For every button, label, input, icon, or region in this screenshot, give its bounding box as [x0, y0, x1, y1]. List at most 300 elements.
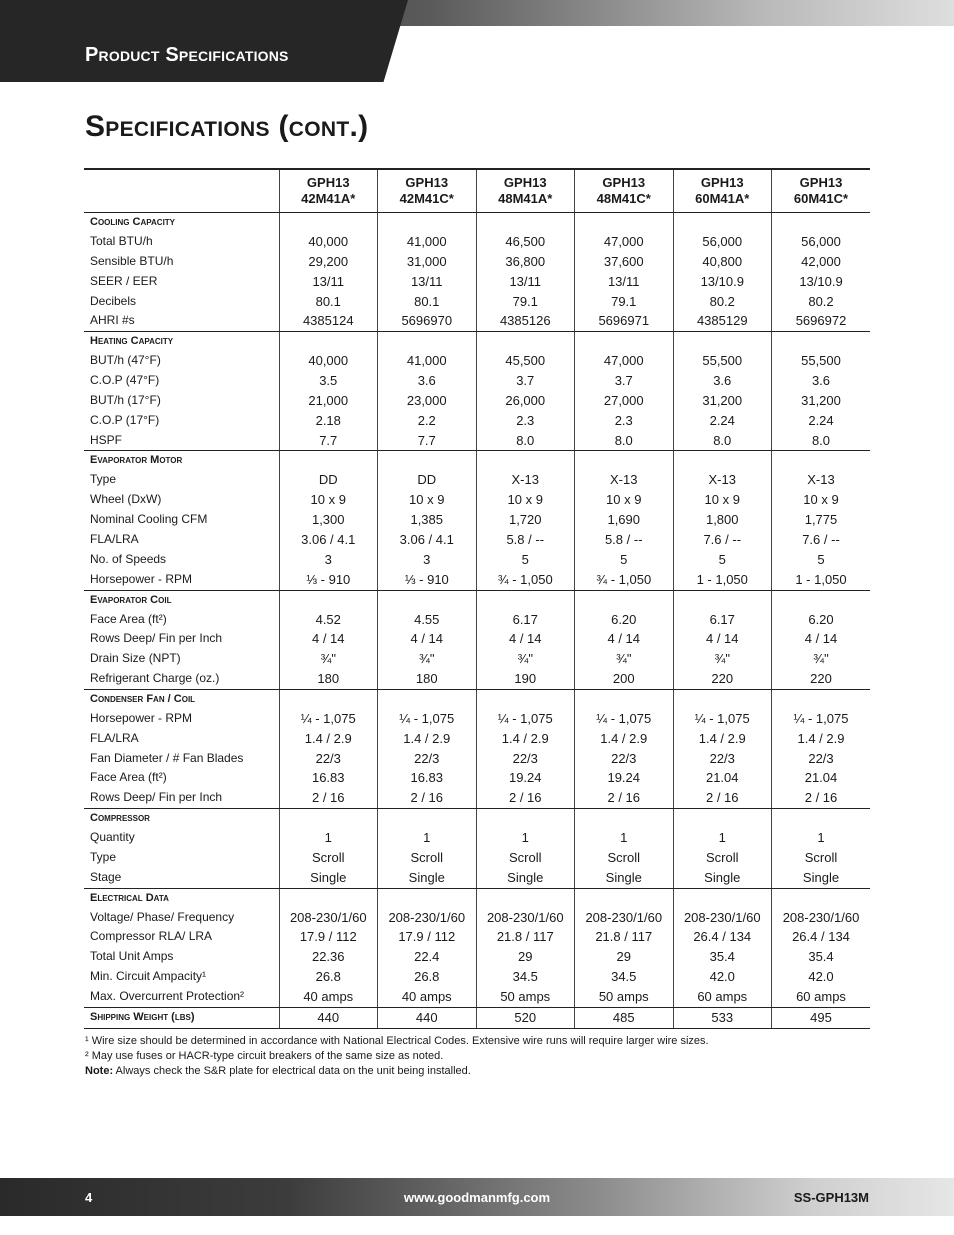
spec-value: ¾" [673, 649, 772, 669]
spec-value: X-13 [673, 470, 772, 490]
spec-value: 3.6 [673, 371, 772, 391]
spec-value: 13/10.9 [673, 272, 772, 292]
spec-value: 80.2 [673, 292, 772, 312]
model-series: GPH13 [700, 175, 744, 190]
spec-label: Quantity [90, 830, 135, 845]
footnotes [85, 1034, 709, 1079]
spec-row [84, 868, 870, 888]
spec-value: 26.8 [378, 967, 477, 987]
spec-value: ¾" [378, 649, 477, 669]
spec-value: 2.2 [378, 411, 477, 431]
section-header-row [84, 332, 870, 352]
spec-value: 1,775 [772, 510, 871, 530]
empty-cell [476, 809, 575, 829]
spec-value: 21.8 / 117 [476, 927, 575, 947]
spec-value: 4.55 [378, 610, 477, 630]
empty-cell [279, 332, 378, 352]
empty-cell [772, 590, 871, 610]
section-title: Evaporator Coil [90, 593, 172, 606]
spec-value: Single [575, 868, 674, 888]
spec-value: 3.6 [772, 371, 871, 391]
spec-value: 1.4 / 2.9 [575, 729, 674, 749]
spec-value: 80.1 [279, 292, 378, 312]
spec-value: 22/3 [476, 749, 575, 769]
spec-value: 16.83 [279, 768, 378, 788]
spec-value: 1 [476, 828, 575, 848]
model-header [279, 169, 378, 213]
shipping-weight-label: Shipping Weight (lbs) [84, 1007, 279, 1028]
spec-value: 2 / 16 [673, 788, 772, 808]
spec-row [84, 351, 870, 371]
shipping-weight-value: 533 [673, 1007, 772, 1028]
empty-cell [673, 213, 772, 233]
spec-value: 23,000 [378, 391, 477, 411]
empty-cell [476, 888, 575, 908]
spec-label: SEER / EER [90, 273, 158, 288]
spec-value: 13/11 [279, 272, 378, 292]
spec-value: ¾ - 1,050 [476, 570, 575, 590]
spec-value: 10 x 9 [575, 490, 674, 510]
spec-value: 5.8 / -- [575, 530, 674, 550]
spec-label: FLA/LRA [90, 730, 139, 745]
model-header [673, 169, 772, 213]
spec-value: 1 [772, 828, 871, 848]
spec-value: 5696971 [575, 311, 674, 331]
spec-value: 40,000 [279, 232, 378, 252]
spec-value: 42.0 [673, 967, 772, 987]
spec-value: Single [673, 868, 772, 888]
spec-value: 21.04 [673, 768, 772, 788]
spec-value: 22/3 [279, 749, 378, 769]
empty-cell [279, 888, 378, 908]
spec-label: No. of Speeds [90, 551, 167, 566]
section-header-row [84, 888, 870, 908]
shipping-weight-row [84, 1007, 870, 1028]
spec-label: BUT/h (47°F) [90, 353, 161, 368]
empty-cell [279, 451, 378, 471]
spec-value: 5 [476, 550, 575, 570]
spec-value: 41,000 [378, 232, 477, 252]
spec-row [84, 610, 870, 630]
spec-value: 47,000 [575, 351, 674, 371]
spec-value: 34.5 [476, 967, 575, 987]
spec-row [84, 292, 870, 312]
empty-cell [378, 213, 477, 233]
empty-cell [476, 213, 575, 233]
model-header [772, 169, 871, 213]
spec-row [84, 232, 870, 252]
spec-value: 7.6 / -- [673, 530, 772, 550]
model-series: GPH13 [799, 175, 843, 190]
spec-label: Min. Circuit Ampacity¹ [90, 969, 207, 984]
spec-value: 4 / 14 [279, 629, 378, 649]
spec-value: 29,200 [279, 252, 378, 272]
spec-value: 22.4 [378, 947, 477, 967]
spec-value: 7.7 [279, 431, 378, 451]
spec-value: 26.4 / 134 [772, 927, 871, 947]
footnote-note [85, 1064, 709, 1079]
shipping-weight-value: 495 [772, 1007, 871, 1028]
spec-value: 5 [772, 550, 871, 570]
spec-value: 22/3 [772, 749, 871, 769]
spec-value: 13/11 [476, 272, 575, 292]
empty-cell [673, 332, 772, 352]
spec-value: 55,500 [772, 351, 871, 371]
spec-value: 3.6 [378, 371, 477, 391]
spec-value: 79.1 [575, 292, 674, 312]
spec-value: ¼ - 1,075 [279, 709, 378, 729]
spec-value: 4 / 14 [772, 629, 871, 649]
section-header-row [84, 451, 870, 471]
spec-value: 41,000 [378, 351, 477, 371]
spec-value: 208-230/1/60 [476, 908, 575, 928]
spec-value: 13/10.9 [772, 272, 871, 292]
spec-label: Face Area (ft²) [90, 611, 167, 626]
spec-value: Single [476, 868, 575, 888]
section-title: Condenser Fan / Coil [90, 692, 196, 705]
header-dark-tab [0, 0, 408, 82]
spec-value: Scroll [378, 848, 477, 868]
spec-value: 36,800 [476, 252, 575, 272]
spec-value: 220 [673, 669, 772, 689]
spec-value: 2.3 [575, 411, 674, 431]
spec-value: 5696972 [772, 311, 871, 331]
spec-value: 1 [575, 828, 674, 848]
spec-row [84, 311, 870, 331]
spec-value: 79.1 [476, 292, 575, 312]
spec-value: 3.7 [575, 371, 674, 391]
spec-label: Stage [84, 868, 279, 888]
spec-row [84, 649, 870, 669]
spec-row [84, 252, 870, 272]
spec-row [84, 947, 870, 967]
spec-value: 180 [378, 669, 477, 689]
empty-cell [673, 809, 772, 829]
section-title: Compressor [90, 812, 150, 825]
spec-value: 1 - 1,050 [772, 570, 871, 590]
label-header-cell [84, 169, 279, 213]
spec-value: 16.83 [378, 768, 477, 788]
spec-value: 1 [378, 828, 477, 848]
empty-cell [279, 213, 378, 233]
spec-value: 17.9 / 112 [279, 927, 378, 947]
spec-value: 21,000 [279, 391, 378, 411]
empty-cell [476, 689, 575, 709]
spec-row [84, 788, 870, 808]
section-header-row [84, 213, 870, 233]
document-code: SS-GPH13M [793, 1190, 869, 1205]
spec-value: 5.8 / -- [476, 530, 575, 550]
spec-value: 10 x 9 [279, 490, 378, 510]
spec-value: 35.4 [673, 947, 772, 967]
spec-value: 2 / 16 [279, 788, 378, 808]
spec-value: 4385124 [279, 311, 378, 331]
model-number: 42M41A* [301, 191, 356, 206]
spec-value: 45,500 [476, 351, 575, 371]
spec-value: 42.0 [772, 967, 871, 987]
spec-value: 208-230/1/60 [279, 908, 378, 928]
spec-value: 1,300 [279, 510, 378, 530]
model-number: 60M41A* [695, 191, 750, 206]
model-number: 48M41C* [596, 191, 651, 206]
spec-label: Type [90, 472, 117, 487]
spec-value: ¼ - 1,075 [476, 709, 575, 729]
spec-value: 31,000 [378, 252, 477, 272]
spec-row [84, 391, 870, 411]
empty-cell [575, 451, 674, 471]
spec-value: 60 amps [673, 987, 772, 1007]
spec-value: 2 / 16 [476, 788, 575, 808]
spec-value: 40 amps [279, 987, 378, 1007]
spec-row [84, 987, 870, 1007]
footnote-2: ² May use fuses or HACR-type circuit breakers of the same size as noted. [85, 1050, 444, 1062]
spec-value: 1,385 [378, 510, 477, 530]
spec-row [84, 629, 870, 649]
spec-value: Scroll [673, 848, 772, 868]
spec-value: 4385129 [673, 311, 772, 331]
spec-label: Sensible BTU/h [90, 253, 174, 268]
spec-value: X-13 [772, 470, 871, 490]
spec-label: Nominal Cooling CFM [90, 512, 208, 527]
spec-value: 19.24 [476, 768, 575, 788]
spec-value: 1.4 / 2.9 [279, 729, 378, 749]
spec-value: 1 - 1,050 [673, 570, 772, 590]
model-number: 42M41C* [399, 191, 454, 206]
spec-value: 6.20 [575, 610, 674, 630]
page-title: Specifications (cont.) [85, 110, 369, 143]
spec-value: 8.0 [476, 431, 575, 451]
spec-value: 22/3 [673, 749, 772, 769]
spec-value: 7.7 [378, 431, 477, 451]
spec-value: 6.20 [772, 610, 871, 630]
spec-value: 29 [476, 947, 575, 967]
spec-label: Refrigerant Charge (oz.) [84, 669, 279, 689]
spec-value: 3.06 / 4.1 [279, 530, 378, 550]
spec-label: Drain Size (NPT) [90, 651, 181, 666]
spec-label: Horsepower - RPM [90, 710, 193, 725]
model-series: GPH13 [306, 175, 350, 190]
spec-value: 1,800 [673, 510, 772, 530]
spec-row [84, 550, 870, 570]
spec-value: 56,000 [772, 232, 871, 252]
spec-value: DD [378, 470, 477, 490]
spec-value: 7.6 / -- [772, 530, 871, 550]
spec-label: Fan Diameter / # Fan Blades [90, 750, 244, 765]
spec-label: Face Area (ft²) [90, 770, 167, 785]
spec-value: 10 x 9 [673, 490, 772, 510]
spec-value: 190 [476, 669, 575, 689]
spec-value: 31,200 [772, 391, 871, 411]
spec-value: 40,000 [279, 351, 378, 371]
spec-value: 3 [279, 550, 378, 570]
spec-value: 22/3 [575, 749, 674, 769]
spec-value: 21.8 / 117 [575, 927, 674, 947]
header-band [0, 0, 954, 82]
spec-row [84, 431, 870, 451]
empty-cell [673, 590, 772, 610]
spec-value: 2.3 [476, 411, 575, 431]
model-header [575, 169, 674, 213]
spec-value: 4 / 14 [575, 629, 674, 649]
spec-value: Scroll [476, 848, 575, 868]
spec-label: AHRI #s [84, 311, 279, 331]
spec-value: 3.7 [476, 371, 575, 391]
spec-value: X-13 [476, 470, 575, 490]
model-header [476, 169, 575, 213]
spec-value: 10 x 9 [378, 490, 477, 510]
spec-value: 1.4 / 2.9 [673, 729, 772, 749]
spec-value: 4385126 [476, 311, 575, 331]
empty-cell [575, 689, 674, 709]
model-series: GPH13 [405, 175, 449, 190]
note-text: Always check the S&R plate for electrical data on the unit being installed. [113, 1065, 471, 1077]
spec-value: 1,690 [575, 510, 674, 530]
spec-value: X-13 [575, 470, 674, 490]
spec-value: 22.36 [279, 947, 378, 967]
section-title: Evaporator Motor [90, 454, 183, 467]
spec-value: 47,000 [575, 232, 674, 252]
spec-label: Horsepower - RPM [84, 570, 279, 590]
spec-row [84, 967, 870, 987]
page-number: 4 [85, 1190, 93, 1205]
spec-value: 56,000 [673, 232, 772, 252]
spec-value: 180 [279, 669, 378, 689]
footer-website-link[interactable]: www.goodmanmfg.com [403, 1190, 551, 1205]
section-header-row [84, 689, 870, 709]
spec-value: 13/11 [378, 272, 477, 292]
spec-row [84, 411, 870, 431]
model-header-row [84, 169, 870, 213]
empty-cell [476, 332, 575, 352]
spec-value: 19.24 [575, 768, 674, 788]
section-title: Cooling Capacity [90, 216, 176, 228]
spec-value: ¼ - 1,075 [772, 709, 871, 729]
spec-value: 2.24 [673, 411, 772, 431]
empty-cell [279, 689, 378, 709]
spec-value: 5 [575, 550, 674, 570]
spec-value: 29 [575, 947, 674, 967]
empty-cell [378, 888, 477, 908]
empty-cell [772, 689, 871, 709]
spec-value: 8.0 [673, 431, 772, 451]
spec-row [84, 908, 870, 928]
spec-value: 46,500 [476, 232, 575, 252]
empty-cell [476, 451, 575, 471]
spec-value: ¼ - 1,075 [575, 709, 674, 729]
section-header-row [84, 809, 870, 829]
spec-value: ⅓ - 910 [279, 570, 378, 590]
spec-value: 3 [378, 550, 477, 570]
spec-value: Single [279, 868, 378, 888]
spec-row [84, 272, 870, 292]
spec-value: 80.2 [772, 292, 871, 312]
spec-value: ⅓ - 910 [378, 570, 477, 590]
spec-label: Decibels [90, 293, 137, 308]
spec-value: 6.17 [673, 610, 772, 630]
spec-row [84, 848, 870, 868]
spec-value: 2 / 16 [772, 788, 871, 808]
spec-value: 208-230/1/60 [673, 908, 772, 928]
empty-cell [575, 332, 674, 352]
spec-value: 1 [673, 828, 772, 848]
spec-value: 3.06 / 4.1 [378, 530, 477, 550]
spec-row [84, 570, 870, 590]
spec-value: Single [378, 868, 477, 888]
spec-value: 26.4 / 134 [673, 927, 772, 947]
spec-value: 10 x 9 [772, 490, 871, 510]
spec-value: ¾" [476, 649, 575, 669]
empty-cell [575, 888, 674, 908]
spec-row [84, 709, 870, 729]
section-header-title: Product Specifications [85, 44, 289, 66]
spec-value: 8.0 [575, 431, 674, 451]
section-header-row [84, 590, 870, 610]
spec-value: ¾" [279, 649, 378, 669]
spec-value: 1.4 / 2.9 [476, 729, 575, 749]
empty-cell [476, 590, 575, 610]
section-title: Heating Capacity [90, 335, 174, 348]
empty-cell [378, 451, 477, 471]
note-label: Note: [85, 1065, 114, 1077]
empty-cell [378, 590, 477, 610]
spec-row [84, 490, 870, 510]
spec-value: DD [279, 470, 378, 490]
empty-cell [279, 590, 378, 610]
spec-value: 2 / 16 [378, 788, 477, 808]
spec-row [84, 470, 870, 490]
empty-cell [772, 451, 871, 471]
spec-value: 1.4 / 2.9 [378, 729, 477, 749]
spec-value: 35.4 [772, 947, 871, 967]
spec-row [84, 510, 870, 530]
spec-value: 1 [279, 828, 378, 848]
shipping-weight-value: 485 [575, 1007, 674, 1028]
shipping-weight-value: 440 [378, 1007, 477, 1028]
empty-cell [673, 451, 772, 471]
shipping-weight-value: 520 [476, 1007, 575, 1028]
shipping-weight-value: 440 [279, 1007, 378, 1028]
spec-value: 208-230/1/60 [575, 908, 674, 928]
spec-value: 40 amps [378, 987, 477, 1007]
spec-value: 80.1 [378, 292, 477, 312]
empty-cell [772, 332, 871, 352]
spec-label: Voltage/ Phase/ Frequency [90, 909, 235, 924]
spec-value: 37,600 [575, 252, 674, 272]
model-number: 60M41C* [793, 191, 849, 206]
spec-row [84, 729, 870, 749]
empty-cell [673, 689, 772, 709]
spec-value: 26.8 [279, 967, 378, 987]
spec-value: 1.4 / 2.9 [772, 729, 871, 749]
spec-value: 1,720 [476, 510, 575, 530]
model-series: GPH13 [602, 175, 646, 190]
spec-value: 2.24 [772, 411, 871, 431]
empty-cell [772, 213, 871, 233]
spec-value: ¾" [772, 649, 871, 669]
empty-cell [772, 888, 871, 908]
spec-value: 8.0 [772, 431, 871, 451]
spec-label: Rows Deep/ Fin per Inch [84, 788, 279, 808]
spec-value: 21.04 [772, 768, 871, 788]
spec-label: C.O.P (47°F) [90, 373, 160, 388]
spec-value: 22/3 [378, 749, 477, 769]
spec-value: 31,200 [673, 391, 772, 411]
spec-value: Scroll [575, 848, 674, 868]
spec-value: 13/11 [575, 272, 674, 292]
spec-value: 55,500 [673, 351, 772, 371]
spec-value: 208-230/1/60 [378, 908, 477, 928]
spec-value: 27,000 [575, 391, 674, 411]
